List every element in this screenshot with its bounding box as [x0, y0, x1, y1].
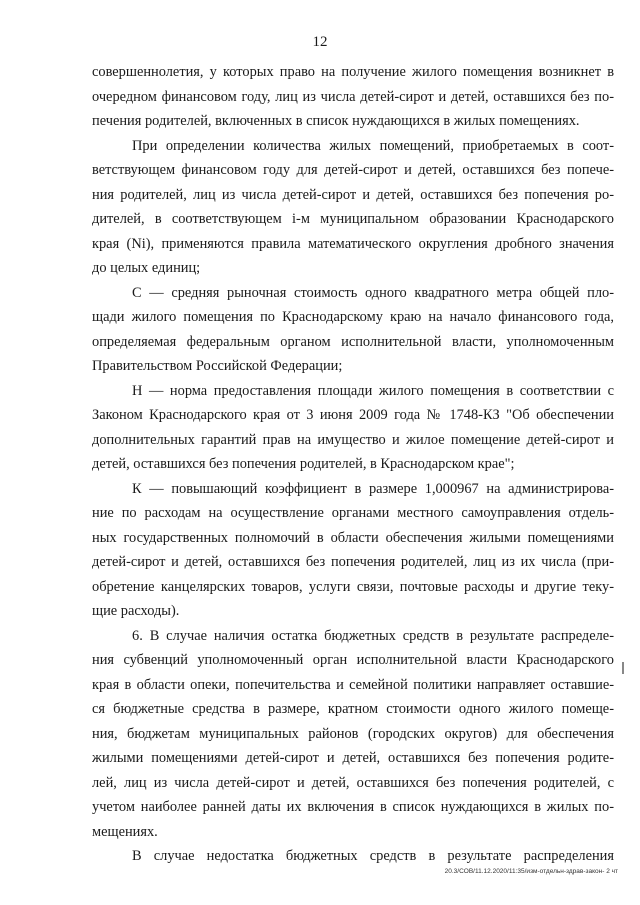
paragraph: [92, 844, 614, 869]
text-line: Законом Краснодарского края от 3 июня 2009 года № 1748-КЗ "Об обеспечении: [92, 407, 614, 423]
text-line: дополнительных гарантий прав на имущество и жилое помещение детей-сирот и: [92, 431, 614, 448]
text-line: края (Ni), применяются правила математического округления дробного значения: [92, 235, 614, 252]
text-line: ветствующем финансовом году для детей-сирот и детей, оставшихся без попече-: [92, 162, 614, 178]
paragraph: [92, 379, 614, 477]
text-line: С — средняя рыночная стоимость одного квадратного метра общей пло-: [132, 284, 614, 301]
text-line: ния, бюджетам муниципальных районов (городских округов) для обеспечения: [92, 725, 614, 742]
text-line: жилыми помещениями детей-сирот и детей, оставшихся без попечения родите-: [92, 750, 614, 766]
text-line: 6. В случае наличия остатка бюджетных средств в результате распределе-: [132, 627, 614, 644]
text-line: обретение канцелярских товаров, услуги связи, почтовые расходы и другие теку-: [92, 578, 614, 595]
paragraph: [92, 624, 614, 845]
paragraph: [92, 477, 614, 624]
text-line: лей, лиц из числа детей-сирот и детей, оставшихся без попечения родителей, с: [92, 774, 614, 791]
text-line: края в области опеки, попечительства и семейной политики направляет оставшие-: [92, 676, 614, 693]
text-line: дителей, в соответствующем i-м муниципальном образовании Краснодарского: [92, 211, 614, 227]
text-line: ния субвенций уполномоченный орган исполнительной власти Краснодарского: [92, 652, 614, 668]
text-line: щади жилого помещения по Краснодарскому краю на начало финансового года,: [92, 309, 614, 325]
paragraph: [92, 281, 614, 379]
text-line: ние по расходам на осуществление органами местного самоуправления отдель-: [92, 505, 614, 521]
text-line: очередном финансовом году, лиц из числа детей-сирот и детей, оставшихся без по-: [92, 88, 614, 105]
text-line: мещениях.: [92, 823, 158, 840]
text-line: В случае недостатка бюджетных средств в результате распределения: [132, 848, 614, 864]
text-line: до целых единиц;: [92, 260, 201, 276]
text-line: ния родителей, лиц из числа детей-сирот и детей, оставшихся без попечения ро-: [92, 186, 614, 203]
text-line: ных государственных полномочий в области обеспечения жилыми помещениями: [92, 529, 614, 546]
text-line: ся бюджетные средства в размере, кратном стоимости одного жилого помеще-: [92, 701, 614, 717]
document-footer: 20.3/COB/11.12.2020/11:35/изм-отдельн-здрав-закон- 2 чт: [444, 868, 618, 875]
paragraph: [92, 134, 614, 281]
text-line: Правительством Российской Федерации;: [92, 358, 343, 374]
page-number: 12: [312, 34, 328, 50]
text-line: печения родителей, включенных в список нуждающихся в жилых помещениях.: [92, 113, 580, 129]
text-line: детей-сирот и детей, оставшихся без попечения родителей, лиц из их числа (при-: [92, 554, 614, 570]
paragraph: [92, 60, 614, 134]
text-line: щие расходы).: [92, 603, 180, 619]
document-body: [92, 60, 614, 869]
margin-mark: [622, 662, 624, 674]
text-line: учетом наиболее ранней даты их включения в список нуждающихся в жилых по-: [92, 799, 614, 815]
text-line: детей, оставшихся без попечения родителей, в Краснодарском крае";: [92, 456, 515, 472]
text-line: определяемая федеральным органом исполнительной власти, уполномоченным: [92, 333, 614, 350]
text-line: Н — норма предоставления площади жилого помещения в соответствии с: [132, 382, 614, 399]
text-line: К — повышающий коэффициент в размере 1,000967 на администрирова-: [132, 480, 614, 497]
text-line: При определении количества жилых помещений, приобретаемых в соот-: [132, 137, 614, 154]
text-line: совершеннолетия, у которых право на получение жилого помещения возникнет в: [92, 64, 614, 80]
